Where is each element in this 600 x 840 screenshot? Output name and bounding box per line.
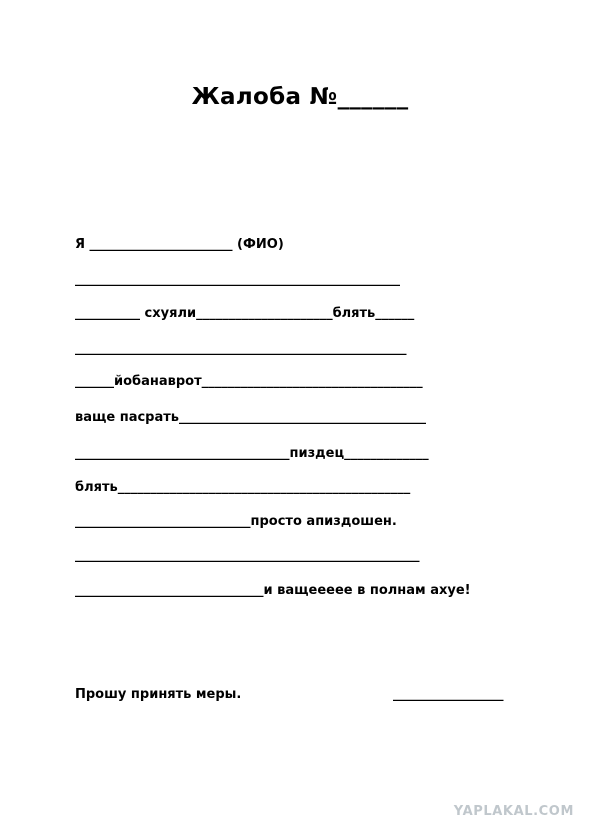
form-line: __________ схуяли_____________________блять______ [75, 306, 415, 321]
form-line-blank: __________________________________________________ [75, 272, 400, 287]
form-line-blank: _____________________________________________________ [75, 548, 420, 563]
form-line: ваще пасрать______________________________________ [75, 410, 427, 425]
complaint-title: Жалоба №______ [191, 84, 409, 110]
signature-line: _________________ [393, 687, 504, 702]
form-line-blank: ___________________________________________________ [75, 341, 407, 356]
form-line: ___________________________просто апиздошен. [75, 514, 397, 529]
site-watermark: YAPLAKAL.COM [453, 804, 574, 819]
form-line: _________________________________пиздец_____________ [75, 446, 429, 461]
form-line: блять_____________________________________________ [75, 480, 411, 495]
closing-request: Прошу принять меры. [75, 687, 242, 702]
form-line: _____________________________и ващеееее в полнам ахуе! [75, 583, 471, 598]
form-line: ______йобанаврот__________________________________ [75, 374, 423, 389]
form-line-name: Я ______________________ (ФИО) [75, 237, 284, 252]
